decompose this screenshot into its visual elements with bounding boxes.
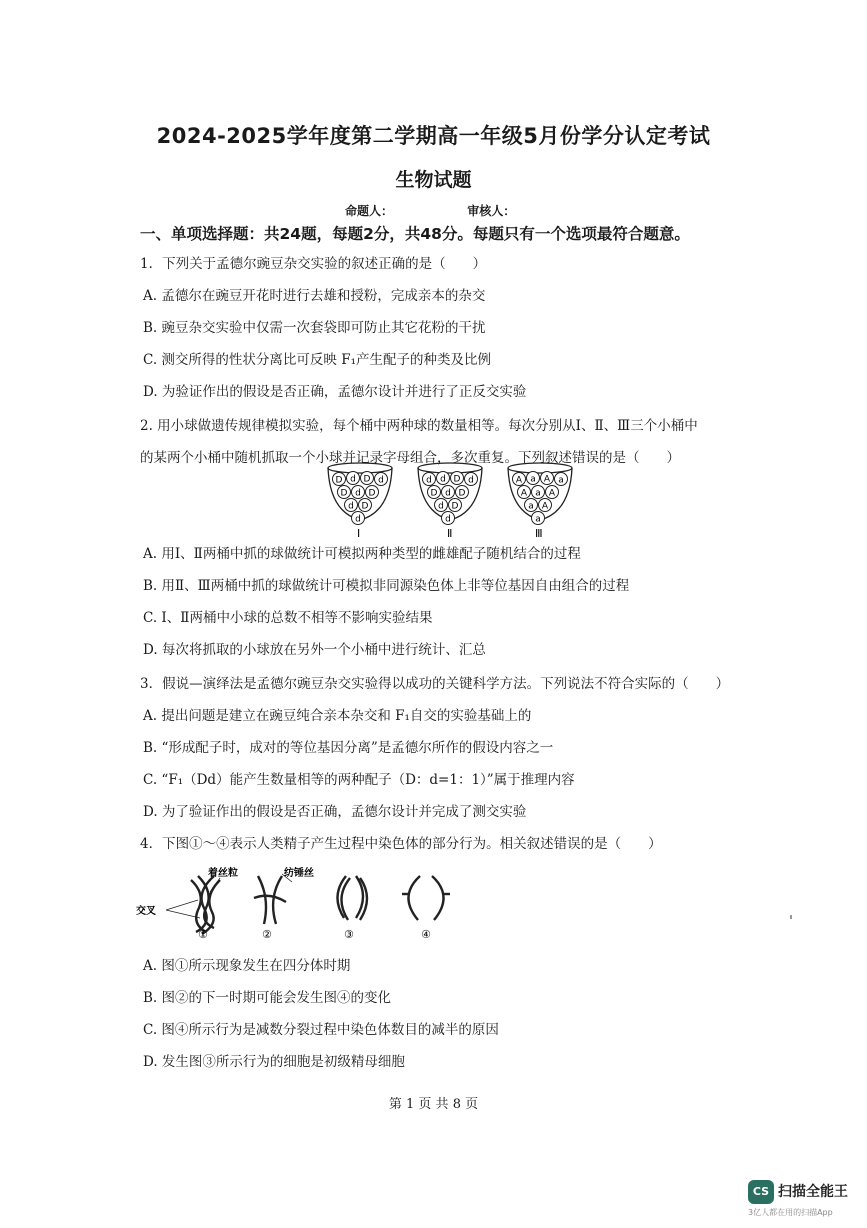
question-2-stem-line-1: 2. 用小球做遗传规律模拟实验，每个桶中两种球的数量相等。每次分别从Ⅰ、Ⅱ、Ⅲ三个小桶中	[140, 418, 698, 434]
ball-label: d	[445, 514, 451, 525]
ball-label: a	[558, 475, 564, 486]
question-2-stem-line-2: 的某两个小桶中随机抓取一个小球并记录字母组合，多次重复。下列叙述错误的是（ ）	[140, 450, 680, 466]
question-3-option-b: B. “形成配子时，成对的等位基因分离”是孟德尔所作的假设内容之一	[143, 740, 554, 756]
bucket-1-label: Ⅰ	[357, 527, 361, 540]
camscanner-logo-icon: CS	[748, 1180, 774, 1204]
question-2-option-d: D. 每次将抓取的小球放在另外一个小桶中进行统计、汇总	[143, 642, 486, 658]
page-number: 第 1 页 共 8 页	[388, 1097, 479, 1112]
bucket-3-label: Ⅲ	[535, 527, 543, 540]
ball-label: d	[426, 475, 432, 486]
question-3-stem: 3．假说—演绎法是孟德尔豌豆杂交实验得以成功的关键科学方法。下列说法不符合实际的（ ）	[140, 676, 730, 692]
ball-label: A	[541, 501, 549, 512]
chromosome-panel-4	[402, 876, 450, 920]
authors-line	[345, 202, 515, 219]
panel-4-label: ④	[421, 928, 431, 940]
ball-label: D	[368, 488, 376, 499]
ball-label: d	[468, 475, 474, 486]
question-1-option-b: B. 豌豆杂交实验中仅需一次套袋即可防止其它花粉的干扰	[143, 320, 486, 336]
bucket-3	[508, 463, 572, 540]
ball-label: A	[520, 488, 528, 499]
chromosome-figure	[136, 862, 466, 940]
watermark-name: 扫描全能王	[778, 1184, 848, 1200]
centromere-label: 着丝粒	[208, 868, 238, 879]
ball-label: a	[535, 488, 541, 499]
ball-label: D	[340, 488, 348, 499]
bucket-figure	[320, 460, 580, 542]
exam-title: 2024-2025学年度第二学期高一年级5月份学分认定考试	[156, 124, 711, 148]
scanner-watermark	[748, 1178, 863, 1222]
watermark-tagline: 3亿人都在用的扫描App	[748, 1208, 833, 1217]
bucket-2-label: Ⅱ	[447, 527, 453, 540]
ball-label: d	[440, 474, 446, 485]
question-4-option-a: A. 图①所示现象发生在四分体时期	[143, 958, 351, 974]
question-2-option-a: A. 用Ⅰ、Ⅱ两桶中抓的球做统计可模拟两种类型的雌雄配子随机结合的过程	[143, 546, 581, 562]
crossover-label: 交叉	[136, 906, 156, 917]
chromosome-panel-2	[254, 876, 286, 924]
section-heading: 一、单项选择题：共24题，每题2分，共48分。每题只有一个选项最符合题意。	[140, 225, 690, 243]
question-1-option-c: C. 测交所得的性状分离比可反映 F₁产生配子的种类及比例	[143, 352, 492, 368]
spindle-label: 纺锤丝	[284, 868, 314, 879]
ball-label: d	[438, 501, 444, 512]
question-3-option-c: C. “F₁（Dd）能产生数量相等的两种配子（D：d=1：1）”属于推理内容	[143, 772, 575, 788]
ball-label: D	[361, 501, 369, 512]
ball-label: D	[453, 474, 461, 485]
question-3-option-d: D. 为了验证作出的假设是否正确，孟德尔设计并完成了测交实验	[143, 804, 527, 820]
question-4-option-d: D. 发生图③所示行为的细胞是初级精母细胞	[143, 1054, 405, 1070]
question-4-option-b: B. 图②的下一时期可能会发生图④的变化	[143, 990, 392, 1006]
ball-label: D	[363, 474, 371, 485]
ball-label: d	[355, 514, 361, 525]
ball-label: d	[445, 488, 451, 499]
chromosome-panel-3	[337, 876, 367, 920]
ball-label: d	[355, 488, 361, 499]
ball-label: D	[458, 488, 466, 499]
reviewer-label: 审核人：	[467, 204, 516, 218]
ball-label: a	[530, 474, 536, 485]
ball-label: d	[350, 474, 356, 485]
scan-speck	[790, 915, 792, 919]
question-1-option-a: A. 孟德尔在豌豆开花时进行去雄和授粉，完成亲本的杂交	[143, 288, 486, 304]
bucket-2	[418, 463, 482, 540]
question-1-stem: 1．下列关于孟德尔豌豆杂交实验的叙述正确的是（ ）	[140, 256, 487, 272]
ball-label: A	[515, 475, 523, 486]
author-label: 命题人：	[345, 204, 394, 218]
question-3-option-a: A. 提出问题是建立在豌豆纯合亲本杂交和 F₁自交的实验基础上的	[143, 708, 532, 724]
panel-1-label: ①	[198, 928, 208, 940]
question-2-option-b: B. 用Ⅱ、Ⅲ两桶中抓的球做统计可模拟非同源染色体上非等位基因自由组合的过程	[143, 578, 630, 594]
question-4-stem: 4．下图①～④表示人类精子产生过程中染色体的部分行为。相关叙述错误的是（ ）	[140, 836, 662, 852]
panel-2-label: ②	[262, 928, 272, 940]
ball-label: a	[535, 514, 541, 525]
ball-label: D	[451, 501, 459, 512]
bucket-1	[328, 463, 392, 540]
ball-label: d	[348, 501, 354, 512]
question-1-option-d: D. 为验证作出的假设是否正确，孟德尔设计并进行了正反交实验	[143, 384, 527, 400]
ball-label: D	[335, 475, 343, 486]
ball-label: a	[528, 501, 534, 512]
question-2-option-c: C. Ⅰ、Ⅱ两桶中小球的总数不相等不影响实验结果	[143, 610, 433, 626]
ball-label: D	[430, 488, 438, 499]
exam-subtitle: 生物试题	[395, 169, 472, 191]
ball-label: d	[378, 475, 384, 486]
ball-label: A	[543, 474, 551, 485]
ball-label: A	[548, 488, 556, 499]
panel-3-label: ③	[344, 928, 354, 940]
question-4-option-c: C. 图④所示行为是减数分裂过程中染色体数目的减半的原因	[143, 1022, 499, 1038]
